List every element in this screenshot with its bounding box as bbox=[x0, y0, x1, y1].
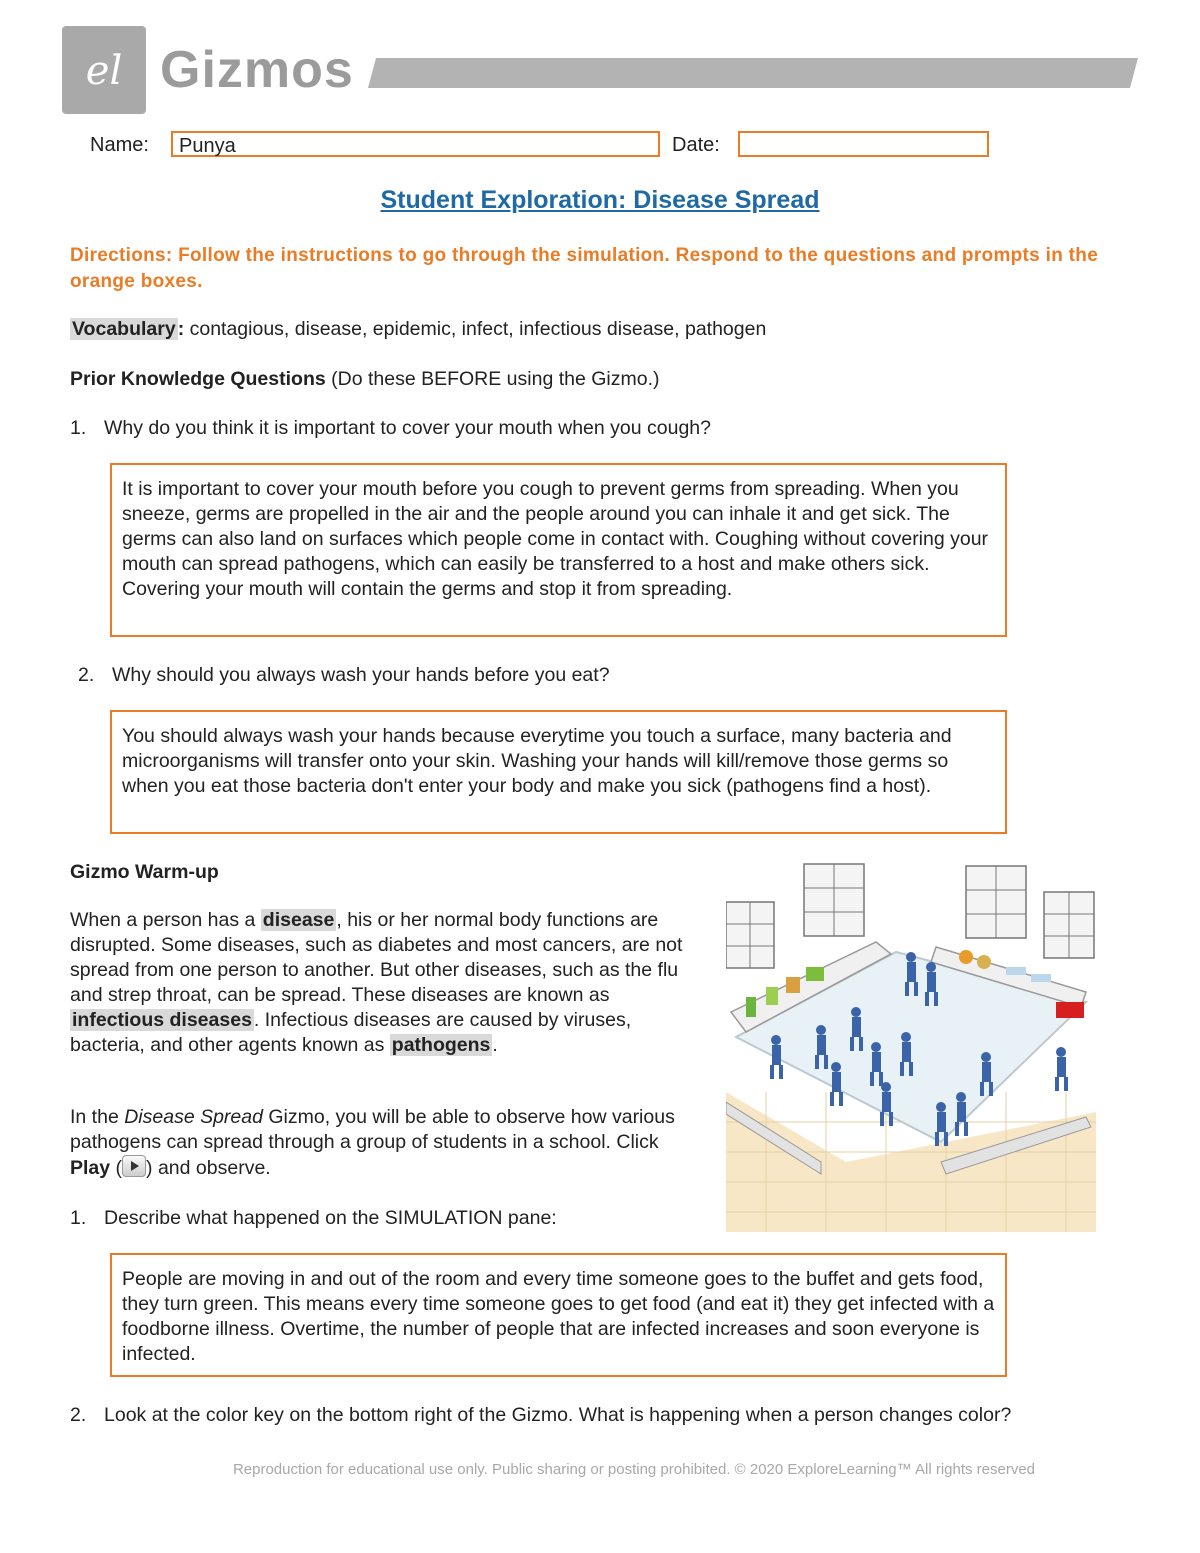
vocabulary-colon: : bbox=[177, 318, 185, 340]
text-run: , his or her normal body functions are disrupted. Some diseases, such as diabetes and most cancers, are not spread from one person to another. But other diseases, such as the flu and strep throat, can be spread. These diseases are known as bbox=[70, 909, 683, 1006]
brand-name: Gizmos bbox=[160, 41, 354, 99]
play-label: Play bbox=[70, 1157, 111, 1179]
answer-box-3[interactable]: People are moving in and out of the room and every time someone goes to the buffet and gets food, they turn green. This means every time someone goes to get food (and eat it) they get infected with a foodborne illness. Overtime, the number of people that are infected increases and soon everyone is infected. bbox=[110, 1253, 1007, 1377]
text-run: In the bbox=[70, 1106, 125, 1128]
logo-icon bbox=[62, 26, 146, 114]
question-text: Look at the color key on the bottom right of the Gizmo. What is happening when a person changes color? bbox=[104, 1404, 1012, 1426]
header-bar bbox=[368, 58, 1138, 88]
question-text: Describe what happened on the SIMULATION pane: bbox=[104, 1207, 557, 1229]
text-run: ) and observe. bbox=[146, 1157, 271, 1179]
question-number: 1. bbox=[70, 1207, 87, 1229]
question-number: 2. bbox=[70, 1404, 87, 1426]
warmup-heading: Gizmo Warm-up bbox=[70, 861, 219, 883]
simulation-illustration bbox=[726, 862, 1096, 1232]
answer-box-1[interactable]: It is important to cover your mouth before you cough to prevent germs from spreading. When you sneeze, germs are propelled in the air and the people around you can inhale it and get sick. The germs can also land on surfaces which people come in contact with. Coughing without covering your mouth can spread pathogens, which can easily be transferred to a host and make others sick. Covering your mouth will contain the germs and stop it from spreading. bbox=[110, 463, 1007, 637]
vocabulary-terms: contagious, disease, epidemic, infect, infectious disease, pathogen bbox=[184, 318, 767, 340]
date-label: Date: bbox=[672, 134, 720, 156]
copyright-footer: Reproduction for educational use only. Public sharing or posting prohibited. © 2020 ExploreLearning™ All rights reserved bbox=[232, 1461, 1036, 1478]
term-disease: disease bbox=[262, 909, 335, 931]
warmup-paragraph-1 bbox=[70, 908, 700, 1058]
play-icon[interactable] bbox=[122, 1155, 146, 1177]
date-field[interactable] bbox=[738, 131, 989, 157]
term-pathogens: pathogens bbox=[391, 1034, 491, 1056]
explorelearning-logo bbox=[62, 26, 146, 114]
answer-box-2[interactable]: You should always wash your hands because everytime you touch a surface, many bacteria and microorganisms will transfer onto your skin. Washing your hands will kill/remove those germs so when you eat those bacteria don't enter your body and make you sick (pathogens find a host). bbox=[110, 710, 1007, 834]
text-run: . Infectious diseases are caused by viruses, bacteria, and other agents known as bbox=[70, 1009, 632, 1056]
question-text: Why should you always wash your hands before you eat? bbox=[112, 664, 610, 686]
text-run: ( bbox=[110, 1157, 123, 1179]
page-title: Student Exploration: Disease Spread bbox=[380, 186, 820, 214]
question-text: Why do you think it is important to cover your mouth when you cough? bbox=[104, 417, 711, 439]
question-1 bbox=[70, 416, 711, 441]
gizmo-name: Disease Spread bbox=[124, 1106, 263, 1128]
warmup-question-2 bbox=[70, 1403, 1011, 1428]
term-infectious-diseases: infectious diseases bbox=[72, 1009, 252, 1031]
warmup-paragraph-2 bbox=[70, 1105, 700, 1181]
warmup-question-1 bbox=[70, 1206, 557, 1231]
question-2 bbox=[78, 663, 610, 688]
prior-knowledge-title: Prior Knowledge Questions bbox=[70, 368, 326, 390]
name-label: Name: bbox=[90, 134, 149, 156]
prior-knowledge-heading bbox=[70, 367, 660, 392]
name-field[interactable]: Punya bbox=[171, 131, 660, 157]
prior-knowledge-note: (Do these BEFORE using the Gizmo.) bbox=[325, 368, 660, 390]
logo-letters: el bbox=[85, 48, 123, 94]
question-number: 1. bbox=[70, 417, 87, 439]
vocabulary-line bbox=[70, 317, 766, 342]
text-run: When a person has a bbox=[70, 909, 261, 931]
question-number: 2. bbox=[78, 664, 95, 686]
directions-text: Directions: Follow the instructions to go through the simulation. Respond to the questions and prompts in the orange boxes. bbox=[70, 245, 1099, 292]
text-run: Gizmo, you will be able to observe how various pathogens can spread through a group of students in a school. Click bbox=[70, 1106, 675, 1153]
vocabulary-label: Vocabulary bbox=[72, 318, 176, 340]
text-run: . bbox=[492, 1034, 498, 1056]
